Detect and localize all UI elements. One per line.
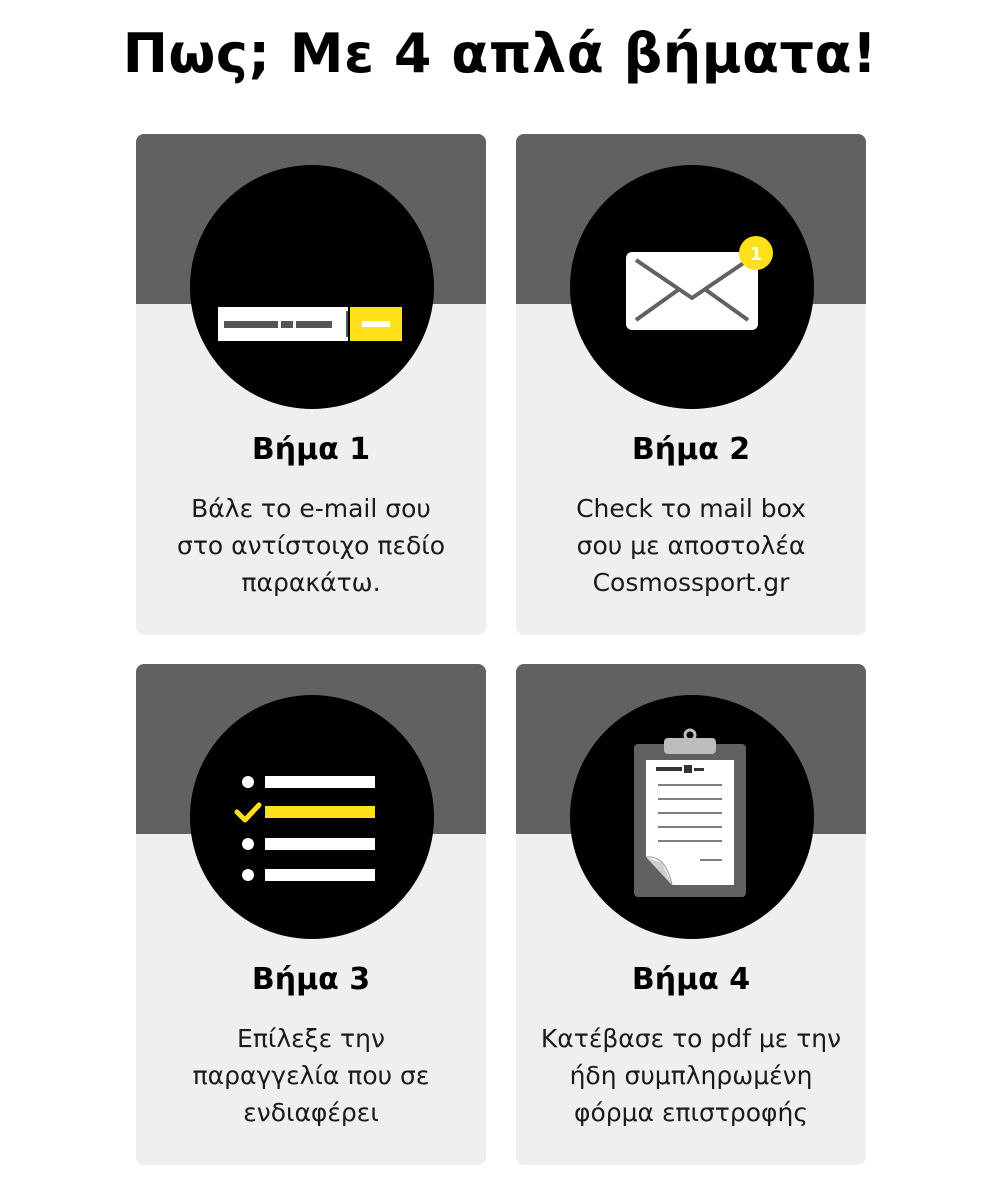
step-description: Κατέβασε το pdf με την ήδη συμπληρωμένη φόρμα επιστροφής bbox=[540, 1024, 842, 1127]
step-label: Βήμα 3 bbox=[251, 962, 371, 997]
step-label: Βήμα 4 bbox=[631, 962, 751, 997]
page-title: Πως; Με 4 απλά βήματα! bbox=[122, 22, 878, 85]
step-description: Επίλεξε την παραγγελία που σε ενδιαφέρει bbox=[192, 1024, 430, 1127]
step-description: Βάλε το e-mail σου στο αντίστοιχο πεδίο παρακάτω. bbox=[176, 494, 446, 597]
mail-notification-icon bbox=[570, 165, 814, 409]
step-icon-circle bbox=[190, 695, 434, 939]
step-icon-circle bbox=[190, 165, 434, 409]
step-card-4 bbox=[516, 664, 866, 1165]
step-icon-circle bbox=[570, 165, 814, 409]
step-description: Check το mail box σου με αποστολέα Cosmossport.gr bbox=[576, 494, 806, 597]
step-card-3 bbox=[136, 664, 486, 1165]
step-card-1 bbox=[136, 134, 486, 635]
step-label: Βήμα 1 bbox=[251, 432, 371, 467]
svg-text:1: 1 bbox=[749, 244, 763, 265]
email-field-icon bbox=[190, 165, 434, 409]
checklist-icon bbox=[190, 695, 434, 939]
step-icon-circle bbox=[570, 695, 814, 939]
step-label: Βήμα 2 bbox=[631, 432, 751, 467]
clipboard-form-icon bbox=[570, 695, 814, 939]
step-card-2 bbox=[516, 134, 866, 635]
